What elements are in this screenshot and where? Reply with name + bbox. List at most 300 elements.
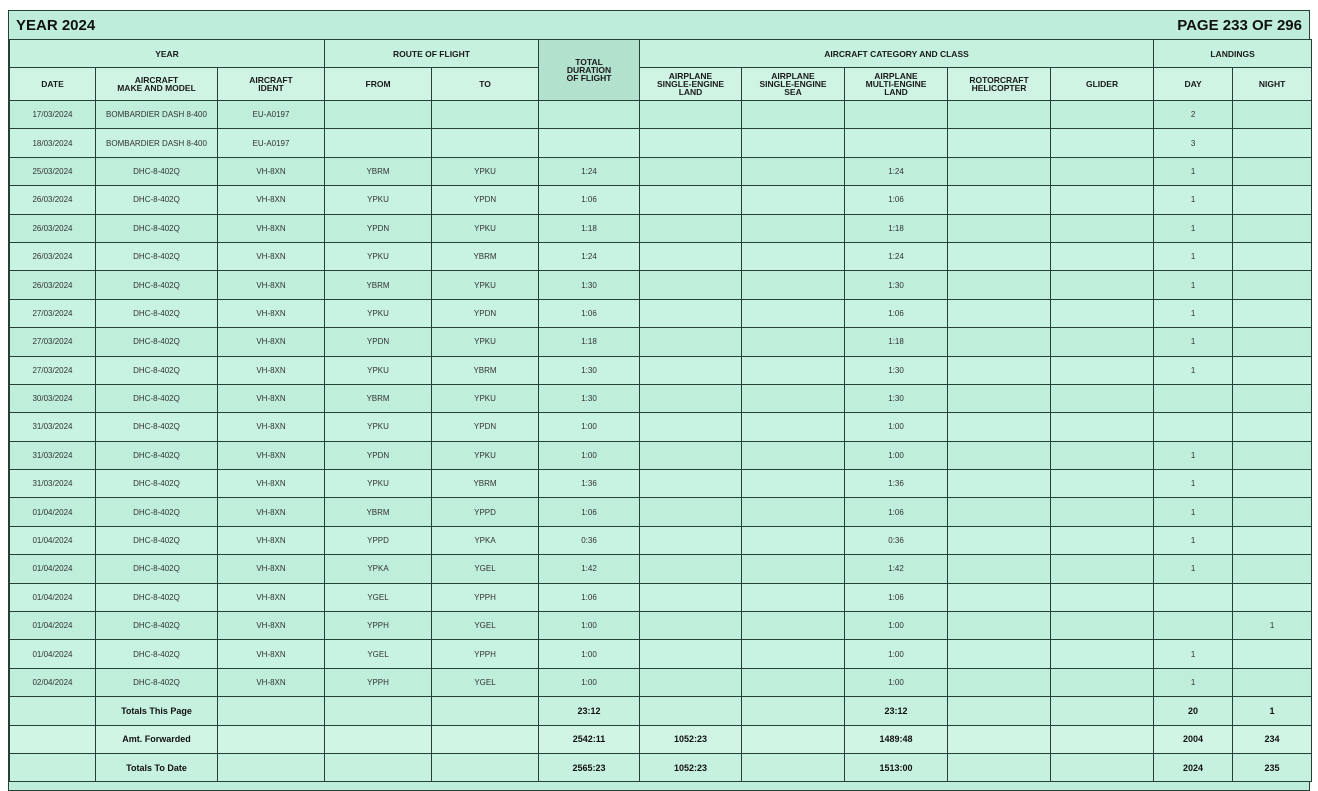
cell-night-landings [1233, 498, 1312, 526]
cell-make-model: Totals This Page [96, 697, 218, 725]
cell-ases [742, 271, 845, 299]
cell-night-landings [1233, 186, 1312, 214]
table-row [10, 101, 1312, 129]
cell-amel: 1:06 [845, 299, 948, 327]
cell-rotorcraft [948, 470, 1051, 498]
cell-amel [845, 101, 948, 129]
cell-date: 31/03/2024 [10, 413, 96, 441]
cell-amel: 1:30 [845, 356, 948, 384]
cell-from [325, 697, 432, 725]
table-row [10, 384, 1312, 412]
cell-asel [640, 441, 742, 469]
col-asel: AIRPLANE SINGLE-ENGINE LAND [640, 68, 742, 101]
cell-to: YPPD [432, 498, 539, 526]
cell-night-landings [1233, 526, 1312, 554]
col-night: NIGHT [1233, 68, 1312, 101]
cell-night-landings: 235 [1233, 753, 1312, 781]
page-number: PAGE 233 OF 296 [1177, 16, 1302, 34]
cell-total-duration: 0:36 [539, 526, 640, 554]
cell-day-landings [1154, 583, 1233, 611]
cell-to [432, 697, 539, 725]
table-row [10, 157, 1312, 185]
cell-total-duration: 1:00 [539, 413, 640, 441]
table-row [10, 555, 1312, 583]
cell-ases [742, 640, 845, 668]
cell-from: YPDN [325, 441, 432, 469]
cell-amel: 1513:00 [845, 753, 948, 781]
cell-date: 17/03/2024 [10, 101, 96, 129]
table-row [10, 328, 1312, 356]
cell-night-landings [1233, 555, 1312, 583]
cell-make-model: Amt. Forwarded [96, 725, 218, 753]
cell-date: 26/03/2024 [10, 242, 96, 270]
cell-night-landings [1233, 356, 1312, 384]
cell-amel: 1:00 [845, 441, 948, 469]
cell-make-model: DHC-8-402Q [96, 526, 218, 554]
cell-ases [742, 583, 845, 611]
cell-amel: 1:06 [845, 186, 948, 214]
cell-glider [1051, 356, 1154, 384]
cell-rotorcraft [948, 612, 1051, 640]
cell-glider [1051, 186, 1154, 214]
cell-from: YBRM [325, 384, 432, 412]
cell-asel [640, 583, 742, 611]
table-row [10, 413, 1312, 441]
cell-total-duration: 1:00 [539, 441, 640, 469]
cell-date: 25/03/2024 [10, 157, 96, 185]
cell-total-duration: 1:24 [539, 157, 640, 185]
cell-total-duration: 1:24 [539, 242, 640, 270]
table-row [10, 299, 1312, 327]
cell-make-model: DHC-8-402Q [96, 186, 218, 214]
cell-date: 27/03/2024 [10, 356, 96, 384]
cell-date: 27/03/2024 [10, 328, 96, 356]
cell-glider [1051, 214, 1154, 242]
cell-rotorcraft [948, 271, 1051, 299]
cell-make-model: DHC-8-402Q [96, 271, 218, 299]
cell-ident: VH-8XN [218, 299, 325, 327]
cell-night-landings [1233, 413, 1312, 441]
group-year: YEAR [10, 40, 325, 68]
cell-make-model: DHC-8-402Q [96, 413, 218, 441]
cell-glider [1051, 640, 1154, 668]
cell-day-landings: 1 [1154, 299, 1233, 327]
cell-to: YPKU [432, 441, 539, 469]
cell-ident: VH-8XN [218, 271, 325, 299]
cell-ident: VH-8XN [218, 526, 325, 554]
col-day: DAY [1154, 68, 1233, 101]
cell-from: YPKU [325, 356, 432, 384]
cell-total-duration: 1:18 [539, 328, 640, 356]
cell-total-duration: 1:30 [539, 356, 640, 384]
table-row [10, 129, 1312, 157]
cell-from: YBRM [325, 271, 432, 299]
cell-night-landings [1233, 470, 1312, 498]
cell-amel: 1:06 [845, 498, 948, 526]
cell-day-landings: 2 [1154, 101, 1233, 129]
cell-rotorcraft [948, 214, 1051, 242]
cell-ident: VH-8XN [218, 242, 325, 270]
cell-asel [640, 697, 742, 725]
cell-make-model: DHC-8-402Q [96, 242, 218, 270]
cell-day-landings: 2024 [1154, 753, 1233, 781]
cell-to: YPKU [432, 214, 539, 242]
cell-ident: VH-8XN [218, 356, 325, 384]
cell-from [325, 725, 432, 753]
cell-amel: 1:00 [845, 640, 948, 668]
cell-from: YPDN [325, 328, 432, 356]
cell-ident [218, 753, 325, 781]
cell-night-landings [1233, 328, 1312, 356]
cell-from: YPDN [325, 214, 432, 242]
cell-amel: 1:42 [845, 555, 948, 583]
cell-glider [1051, 725, 1154, 753]
cell-to [432, 753, 539, 781]
cell-day-landings [1154, 384, 1233, 412]
group-category: AIRCRAFT CATEGORY AND CLASS [640, 40, 1154, 68]
cell-total-duration: 1:36 [539, 470, 640, 498]
cell-day-landings: 1 [1154, 498, 1233, 526]
cell-night-landings [1233, 668, 1312, 696]
cell-day-landings: 1 [1154, 328, 1233, 356]
cell-night-landings [1233, 101, 1312, 129]
cell-ident [218, 697, 325, 725]
cell-ases [742, 753, 845, 781]
cell-day-landings [1154, 413, 1233, 441]
cell-make-model: DHC-8-402Q [96, 668, 218, 696]
table-row [10, 441, 1312, 469]
cell-ident: VH-8XN [218, 583, 325, 611]
cell-date: 01/04/2024 [10, 612, 96, 640]
cell-asel [640, 186, 742, 214]
cell-amel: 1:24 [845, 157, 948, 185]
cell-to: YPKU [432, 271, 539, 299]
cell-ases [742, 612, 845, 640]
col-make-model: AIRCRAFT MAKE AND MODEL [96, 68, 218, 101]
cell-rotorcraft [948, 101, 1051, 129]
cell-total-duration: 23:12 [539, 697, 640, 725]
cell-glider [1051, 157, 1154, 185]
cell-glider [1051, 299, 1154, 327]
cell-date: 26/03/2024 [10, 271, 96, 299]
cell-ases [742, 498, 845, 526]
cell-day-landings: 3 [1154, 129, 1233, 157]
cell-date: 01/04/2024 [10, 498, 96, 526]
cell-ases [742, 157, 845, 185]
cell-day-landings: 2004 [1154, 725, 1233, 753]
cell-date: 30/03/2024 [10, 384, 96, 412]
cell-asel [640, 299, 742, 327]
cell-rotorcraft [948, 129, 1051, 157]
cell-from: YPPD [325, 526, 432, 554]
cell-date: 26/03/2024 [10, 186, 96, 214]
cell-amel: 1:36 [845, 470, 948, 498]
cell-night-landings: 234 [1233, 725, 1312, 753]
col-amel: AIRPLANE MULTI-ENGINE LAND [845, 68, 948, 101]
cell-from: YPKU [325, 242, 432, 270]
cell-rotorcraft [948, 725, 1051, 753]
cell-ases [742, 725, 845, 753]
cell-rotorcraft [948, 668, 1051, 696]
cell-ident: VH-8XN [218, 384, 325, 412]
logbook-page [8, 10, 1310, 791]
cell-from: YGEL [325, 583, 432, 611]
cell-to: YBRM [432, 356, 539, 384]
col-ases: AIRPLANE SINGLE-ENGINE SEA [742, 68, 845, 101]
cell-night-landings [1233, 214, 1312, 242]
cell-rotorcraft [948, 555, 1051, 583]
cell-total-duration: 1:06 [539, 498, 640, 526]
cell-ident: VH-8XN [218, 498, 325, 526]
cell-total-duration: 1:06 [539, 299, 640, 327]
cell-amel: 1:30 [845, 384, 948, 412]
cell-rotorcraft [948, 441, 1051, 469]
cell-night-landings: 1 [1233, 697, 1312, 725]
cell-to: YGEL [432, 555, 539, 583]
cell-rotorcraft [948, 697, 1051, 725]
cell-from: YPKA [325, 555, 432, 583]
cell-to: YPKU [432, 328, 539, 356]
table-row [10, 583, 1312, 611]
cell-date: 18/03/2024 [10, 129, 96, 157]
cell-day-landings: 1 [1154, 555, 1233, 583]
cell-day-landings: 1 [1154, 640, 1233, 668]
cell-to: YGEL [432, 668, 539, 696]
cell-ases [742, 441, 845, 469]
cell-amel: 1489:48 [845, 725, 948, 753]
cell-asel [640, 328, 742, 356]
cell-to: YPPH [432, 583, 539, 611]
cell-glider [1051, 526, 1154, 554]
cell-asel [640, 555, 742, 583]
cell-total-duration: 1:42 [539, 555, 640, 583]
cell-total-duration: 1:00 [539, 668, 640, 696]
cell-amel: 1:18 [845, 328, 948, 356]
cell-day-landings [1154, 612, 1233, 640]
cell-day-landings: 1 [1154, 526, 1233, 554]
cell-glider [1051, 242, 1154, 270]
cell-ases [742, 526, 845, 554]
cell-amel: 1:30 [845, 271, 948, 299]
cell-to [432, 129, 539, 157]
table-row [10, 271, 1312, 299]
cell-rotorcraft [948, 186, 1051, 214]
cell-to: YPDN [432, 413, 539, 441]
cell-make-model: DHC-8-402Q [96, 328, 218, 356]
cell-amel: 0:36 [845, 526, 948, 554]
cell-date: 31/03/2024 [10, 441, 96, 469]
table-row [10, 214, 1312, 242]
cell-rotorcraft [948, 242, 1051, 270]
cell-ases [742, 299, 845, 327]
table-row [10, 356, 1312, 384]
cell-make-model: DHC-8-402Q [96, 214, 218, 242]
cell-asel [640, 214, 742, 242]
cell-make-model: DHC-8-402Q [96, 441, 218, 469]
cell-asel [640, 498, 742, 526]
cell-night-landings: 1 [1233, 612, 1312, 640]
cell-total-duration [539, 129, 640, 157]
cell-ident: VH-8XN [218, 640, 325, 668]
cell-date: 01/04/2024 [10, 640, 96, 668]
cell-ases [742, 697, 845, 725]
table-row [10, 668, 1312, 696]
cell-date: 01/04/2024 [10, 526, 96, 554]
cell-glider [1051, 697, 1154, 725]
cell-amel: 1:06 [845, 583, 948, 611]
cell-rotorcraft [948, 640, 1051, 668]
cell-asel [640, 668, 742, 696]
col-from: FROM [325, 68, 432, 101]
group-total-duration: TOTAL DURATION OF FLIGHT [539, 40, 640, 101]
cell-from [325, 129, 432, 157]
cell-glider [1051, 753, 1154, 781]
cell-rotorcraft [948, 413, 1051, 441]
cell-glider [1051, 668, 1154, 696]
cell-night-landings [1233, 441, 1312, 469]
cell-from: YPKU [325, 470, 432, 498]
cell-ases [742, 356, 845, 384]
cell-ident: VH-8XN [218, 413, 325, 441]
cell-rotorcraft [948, 384, 1051, 412]
year-title: YEAR 2024 [16, 16, 96, 34]
cell-night-landings [1233, 299, 1312, 327]
cell-ident: VH-8XN [218, 157, 325, 185]
cell-amel: 1:24 [845, 242, 948, 270]
cell-date: 27/03/2024 [10, 299, 96, 327]
cell-make-model: Totals To Date [96, 753, 218, 781]
cell-to: YPDN [432, 299, 539, 327]
cell-asel [640, 526, 742, 554]
cell-ases [742, 470, 845, 498]
cell-ident: VH-8XN [218, 555, 325, 583]
cell-make-model: DHC-8-402Q [96, 498, 218, 526]
cell-rotorcraft [948, 157, 1051, 185]
cell-asel [640, 101, 742, 129]
cell-from: YBRM [325, 157, 432, 185]
cell-amel: 1:00 [845, 413, 948, 441]
cell-day-landings: 1 [1154, 242, 1233, 270]
cell-date: 26/03/2024 [10, 214, 96, 242]
cell-to: YPKU [432, 384, 539, 412]
cell-from: YPPH [325, 668, 432, 696]
cell-ident [218, 725, 325, 753]
cell-from: YGEL [325, 640, 432, 668]
cell-glider [1051, 129, 1154, 157]
cell-ases [742, 413, 845, 441]
cell-from: YPPH [325, 612, 432, 640]
cell-day-landings: 1 [1154, 186, 1233, 214]
cell-glider [1051, 470, 1154, 498]
cell-day-landings: 1 [1154, 470, 1233, 498]
cell-from: YBRM [325, 498, 432, 526]
cell-total-duration: 2542:11 [539, 725, 640, 753]
cell-glider [1051, 441, 1154, 469]
cell-date: 02/04/2024 [10, 668, 96, 696]
cell-rotorcraft [948, 526, 1051, 554]
cell-rotorcraft [948, 583, 1051, 611]
cell-make-model: DHC-8-402Q [96, 583, 218, 611]
cell-ases [742, 668, 845, 696]
cell-night-landings [1233, 583, 1312, 611]
cell-ases [742, 101, 845, 129]
cell-ases [742, 384, 845, 412]
cell-date: 01/04/2024 [10, 583, 96, 611]
cell-amel: 1:00 [845, 668, 948, 696]
cell-glider [1051, 555, 1154, 583]
cell-date [10, 725, 96, 753]
cell-rotorcraft [948, 753, 1051, 781]
table-row [10, 612, 1312, 640]
table-row [10, 526, 1312, 554]
cell-amel: 23:12 [845, 697, 948, 725]
col-glider: GLIDER [1051, 68, 1154, 101]
cell-make-model: DHC-8-402Q [96, 356, 218, 384]
cell-glider [1051, 328, 1154, 356]
cell-total-duration [539, 101, 640, 129]
cell-to: YPPH [432, 640, 539, 668]
cell-to: YBRM [432, 470, 539, 498]
cell-make-model: DHC-8-402Q [96, 384, 218, 412]
cell-make-model: BOMBARDIER DASH 8-400 [96, 129, 218, 157]
cell-ident: VH-8XN [218, 441, 325, 469]
cell-to: YBRM [432, 242, 539, 270]
cell-asel [640, 157, 742, 185]
cell-ident: VH-8XN [218, 328, 325, 356]
cell-amel [845, 129, 948, 157]
cell-make-model: DHC-8-402Q [96, 640, 218, 668]
table-row [10, 640, 1312, 668]
cell-to: YPKU [432, 157, 539, 185]
cell-glider [1051, 384, 1154, 412]
cell-rotorcraft [948, 356, 1051, 384]
cell-asel [640, 242, 742, 270]
cell-total-duration: 1:00 [539, 640, 640, 668]
cell-day-landings: 1 [1154, 214, 1233, 242]
cell-to [432, 101, 539, 129]
cell-ident: VH-8XN [218, 470, 325, 498]
cell-night-landings [1233, 384, 1312, 412]
col-to: TO [432, 68, 539, 101]
group-route: ROUTE OF FLIGHT [325, 40, 539, 68]
totals-rows [10, 697, 1312, 782]
cell-day-landings: 1 [1154, 271, 1233, 299]
cell-total-duration: 1:06 [539, 186, 640, 214]
cell-asel [640, 413, 742, 441]
table-row [10, 498, 1312, 526]
totals-row [10, 725, 1312, 753]
cell-glider [1051, 101, 1154, 129]
cell-ident: VH-8XN [218, 214, 325, 242]
cell-glider [1051, 583, 1154, 611]
cell-total-duration: 1:06 [539, 583, 640, 611]
cell-asel [640, 612, 742, 640]
cell-rotorcraft [948, 498, 1051, 526]
col-rotorcraft: ROTORCRAFT HELICOPTER [948, 68, 1051, 101]
cell-make-model: BOMBARDIER DASH 8-400 [96, 101, 218, 129]
cell-date: 31/03/2024 [10, 470, 96, 498]
cell-date [10, 753, 96, 781]
cell-ident: EU-A0197 [218, 129, 325, 157]
cell-total-duration: 1:18 [539, 214, 640, 242]
cell-make-model: DHC-8-402Q [96, 299, 218, 327]
cell-from [325, 753, 432, 781]
col-ident: AIRCRAFT IDENT [218, 68, 325, 101]
cell-asel [640, 356, 742, 384]
cell-day-landings: 1 [1154, 157, 1233, 185]
cell-asel: 1052:23 [640, 753, 742, 781]
cell-to [432, 725, 539, 753]
